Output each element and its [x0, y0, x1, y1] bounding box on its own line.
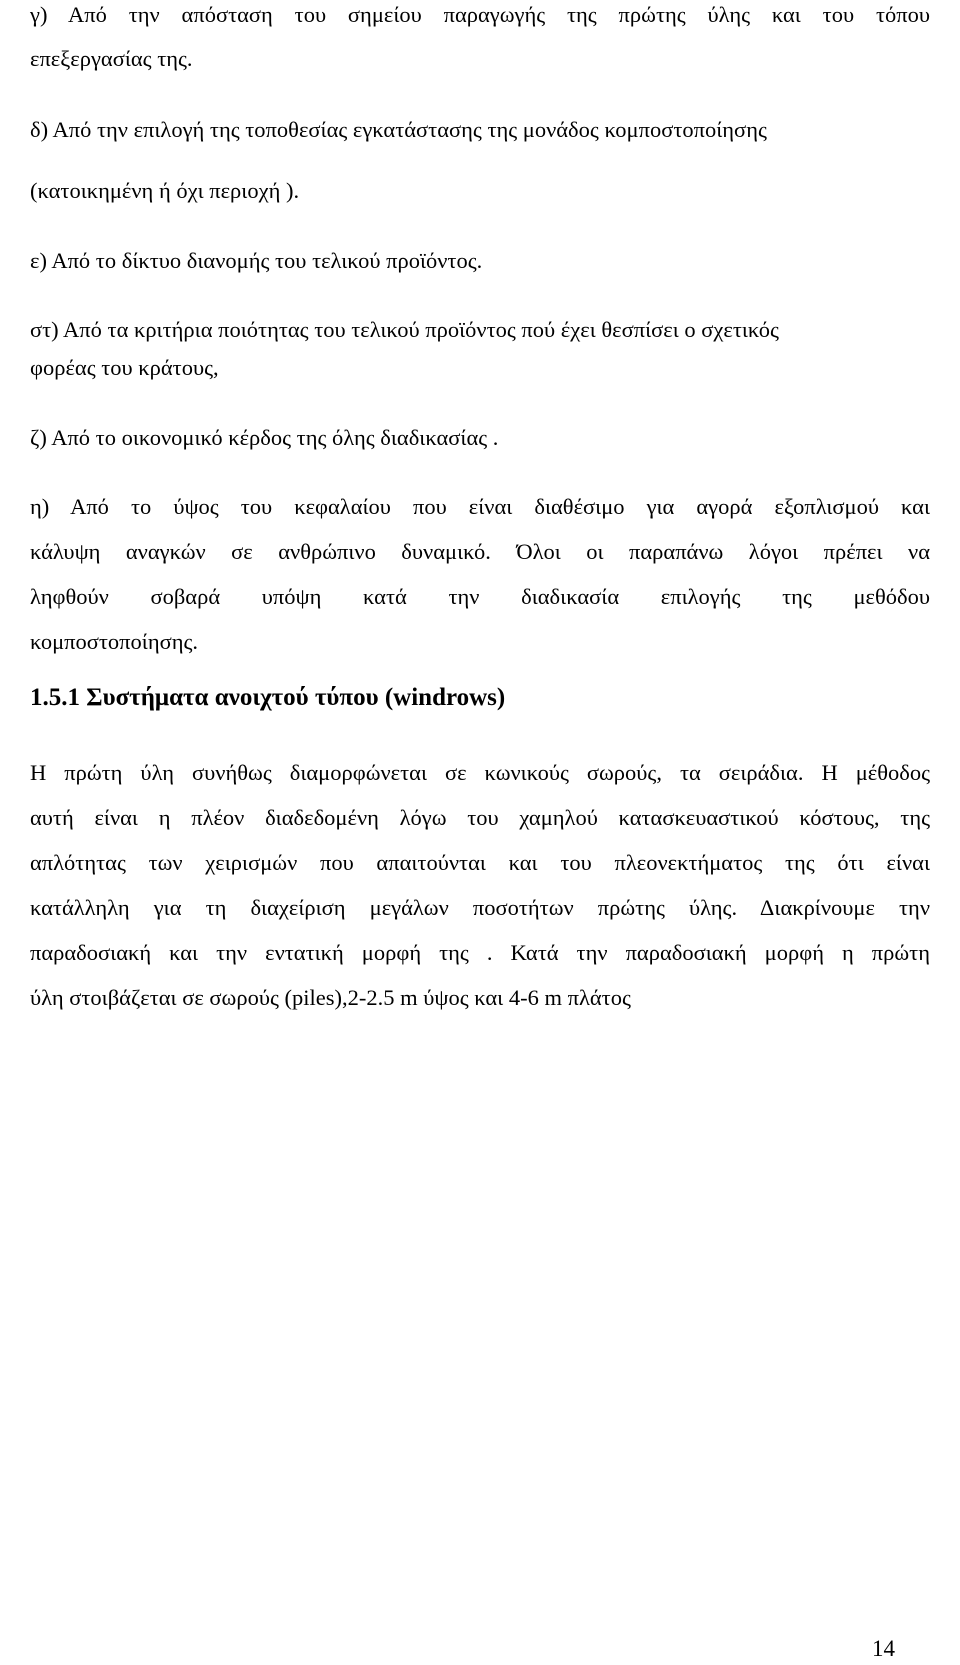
list-item-epsilon: ε) Από το δίκτυο διανομής του τελικού προϊόντος. — [30, 248, 483, 273]
paragraph-line-4: κατάλληλη για τη διαχείριση μεγάλων ποσοτήτων πρώτης ύλης. Διακρίνουμε την — [30, 895, 930, 920]
paragraph-line-6: ύλη στοιβάζεται σε σωρούς (piles),2-2.5 m ύψος και 4-6 m πλάτος — [30, 985, 631, 1010]
list-item-eta-line-1: η) Από το ύψος του κεφαλαίου που είναι διαθέσιμο για αγορά εξοπλισμού και — [30, 494, 930, 519]
list-item-gamma-line-1: γ) Από την απόσταση του σημείου παραγωγής της πρώτης ύλης και του τόπου — [30, 2, 930, 27]
paragraph-line-3: απλότητας των χειρισμών που απαιτούνται και του πλεονεκτήματος της ότι είναι — [30, 850, 930, 875]
paragraph-line-5: παραδοσιακή και την εντατική μορφή της . Κατά την παραδοσιακή μορφή η πρώτη — [30, 940, 930, 965]
list-item-zeta: ζ) Από το οικονομικό κέρδος της όλης διαδικασίας . — [30, 425, 499, 450]
list-item-gamma-line-2: επεξεργασίας της. — [30, 46, 193, 71]
list-item-eta-line-2: κάλυψη αναγκών σε ανθρώπινο δυναμικό. Όλοι οι παραπάνω λόγοι πρέπει να — [30, 539, 930, 564]
document-page — [30, 0, 930, 1665]
list-item-stigma-line-1: στ) Από τα κριτήρια ποιότητας του τελικού προϊόντος πού έχει θεσπίσει ο σχετικός — [30, 317, 779, 342]
list-item-delta-line-1: δ) Από την επιλογή της τοποθεσίας εγκατάστασης της μονάδος κομποστοποίησης — [30, 117, 767, 142]
list-item-delta-line-2: (κατοικημένη ή όχι περιοχή ). — [30, 178, 300, 203]
paragraph-line-1: Η πρώτη ύλη συνήθως διαμορφώνεται σε κωνικούς σωρούς, τα σειράδια. Η μέθοδος — [30, 760, 930, 785]
section-heading: 1.5.1 Συστήματα ανοιχτού τύπου (windrows) — [30, 684, 506, 711]
list-item-eta-line-3: ληφθούν σοβαρά υπόψη κατά την διαδικασία επιλογής της μεθόδου — [30, 584, 930, 609]
list-item-eta-line-4: κομποστοποίησης. — [30, 629, 199, 654]
paragraph-line-2: αυτή είναι η πλέον διαδεδομένη λόγω του χαμηλού κατασκευαστικού κόστους, της — [30, 805, 930, 830]
list-item-stigma-line-2: φορέας του κράτους, — [30, 355, 219, 380]
page-number: 14 — [872, 1636, 895, 1661]
